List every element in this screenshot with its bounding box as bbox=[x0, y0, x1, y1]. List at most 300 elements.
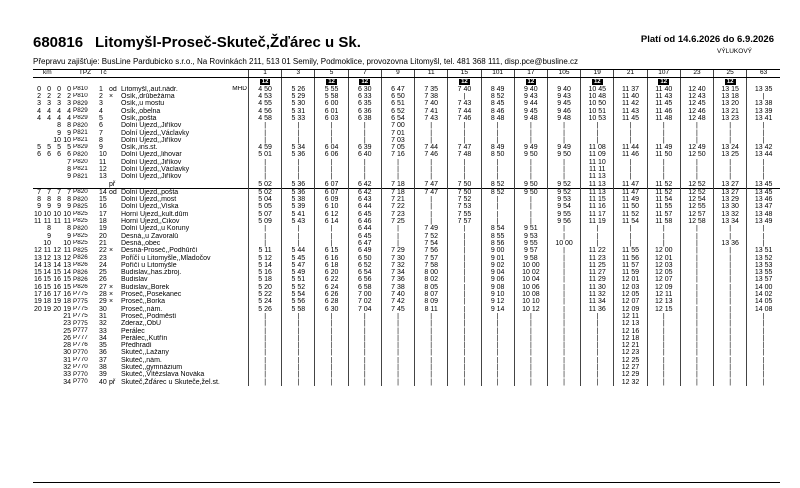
departure-time: | bbox=[348, 122, 381, 129]
departure-time: | bbox=[282, 159, 315, 166]
departure-time: | bbox=[714, 342, 747, 349]
departure-time: 13 38 bbox=[747, 100, 780, 107]
stop-label: Dolní Újezd,,lihovar bbox=[121, 151, 182, 159]
departure-time: 12 55 bbox=[680, 203, 713, 210]
km-value bbox=[42, 313, 52, 320]
km-value: 10 bbox=[43, 239, 51, 247]
departure-time: | bbox=[514, 166, 547, 173]
km-value: 16 bbox=[53, 283, 61, 291]
mhd-label bbox=[224, 349, 249, 356]
departure-time: | bbox=[547, 159, 580, 166]
km-value bbox=[42, 357, 52, 364]
timetable-row bbox=[33, 254, 780, 261]
stop-name bbox=[108, 313, 224, 320]
km-value bbox=[33, 225, 42, 232]
departure-time: | bbox=[249, 166, 282, 173]
departure-time: | bbox=[514, 196, 547, 203]
km-value: 7 bbox=[62, 188, 72, 196]
departure-time: | bbox=[547, 335, 580, 342]
tpz-code: P777 bbox=[73, 327, 88, 334]
tc-number: 23 bbox=[99, 254, 107, 262]
departure-time: | bbox=[747, 342, 780, 349]
km-value: 3 bbox=[37, 100, 41, 108]
departure-time: | bbox=[448, 269, 481, 276]
departure-time: | bbox=[547, 225, 580, 232]
departure-time: | bbox=[481, 218, 514, 225]
tc-number: 16 bbox=[99, 203, 107, 211]
mhd-label bbox=[224, 180, 249, 188]
departure-time: | bbox=[315, 342, 348, 349]
departure-time: | bbox=[614, 166, 647, 173]
departure-time: | bbox=[481, 203, 514, 210]
departure-time: 13 53 bbox=[747, 262, 780, 269]
tpz-code: P770 bbox=[73, 378, 88, 385]
trip-number: 63 bbox=[747, 70, 780, 78]
departure-time: | bbox=[448, 129, 481, 136]
departure-time: 7 18 bbox=[381, 188, 414, 196]
departure-time: | bbox=[680, 306, 713, 313]
departure-time: 11 57 bbox=[647, 211, 680, 218]
departure-time: | bbox=[647, 122, 680, 129]
trip-badge-cell bbox=[249, 78, 282, 86]
departure-time: | bbox=[249, 327, 282, 334]
km-value: 8 bbox=[47, 225, 51, 233]
departure-time: 11 13 bbox=[581, 180, 614, 188]
km-value: 14 bbox=[53, 261, 61, 269]
stop-label: Proseč,,Borka bbox=[121, 298, 165, 306]
departure-time: 7 03 bbox=[381, 137, 414, 144]
departure-time: | bbox=[547, 313, 580, 320]
departure-time: | bbox=[448, 364, 481, 371]
km-value: 8 bbox=[67, 122, 71, 130]
tc-number: 37 bbox=[99, 356, 107, 364]
days-badge: 12 bbox=[261, 78, 269, 85]
km-value: 26 bbox=[63, 334, 71, 342]
stop-name bbox=[108, 86, 224, 93]
departure-time: 7 52 bbox=[415, 233, 448, 240]
km-value bbox=[42, 349, 52, 356]
departure-time: 5 14 bbox=[249, 262, 282, 269]
departure-time: 11 45 bbox=[614, 115, 647, 122]
km-value: 17 bbox=[53, 291, 61, 299]
departure-time: 11 59 bbox=[614, 269, 647, 276]
departure-time: | bbox=[680, 240, 713, 247]
departure-time: 9 01 bbox=[481, 254, 514, 261]
km-value: 11 bbox=[53, 218, 61, 226]
departure-time: | bbox=[581, 364, 614, 371]
departure-time: | bbox=[714, 137, 747, 144]
km-value: 14 bbox=[34, 261, 42, 269]
stop-label: Dolní Újezd,,pošta bbox=[121, 188, 179, 196]
departure-time: 7 25 bbox=[381, 218, 414, 225]
trip-badge-cell bbox=[647, 78, 680, 86]
departure-time: 7 45 bbox=[381, 306, 414, 313]
departure-time: | bbox=[348, 320, 381, 327]
departure-time: | bbox=[448, 173, 481, 180]
departure-time: 12 16 bbox=[614, 327, 647, 334]
km-value bbox=[42, 122, 52, 129]
tc-number: 15 bbox=[99, 196, 107, 204]
departure-time: 13 15 bbox=[714, 86, 747, 93]
km-value: 8 bbox=[67, 225, 71, 233]
mhd-label bbox=[224, 151, 249, 158]
trip-badge-cell bbox=[282, 78, 315, 86]
departure-time: | bbox=[614, 137, 647, 144]
departure-time: 5 44 bbox=[282, 247, 315, 254]
tc-number: 2 bbox=[99, 93, 103, 101]
trip-badge-cell bbox=[680, 78, 713, 86]
km-value bbox=[33, 180, 42, 188]
days-badge: 12 bbox=[328, 78, 335, 85]
km-value: 19 bbox=[53, 298, 61, 306]
tc-number: 25 bbox=[99, 269, 107, 277]
departure-time: | bbox=[714, 357, 747, 364]
tc-number: 21 bbox=[99, 239, 107, 247]
departure-time: 6 42 bbox=[348, 188, 381, 196]
departure-time: | bbox=[282, 137, 315, 144]
departure-time: | bbox=[581, 378, 614, 385]
tc-number: 39 bbox=[99, 371, 107, 379]
departure-time: 6 47 bbox=[381, 86, 414, 93]
departure-time: 5 12 bbox=[249, 254, 282, 261]
km-value bbox=[33, 342, 42, 349]
departure-time: 12 29 bbox=[614, 371, 647, 378]
departure-time: | bbox=[448, 122, 481, 129]
stop-name bbox=[108, 247, 224, 254]
departure-time: 7 47 bbox=[415, 180, 448, 188]
stop-label: Předhradí bbox=[121, 342, 152, 350]
km-value bbox=[33, 137, 42, 144]
departure-time: 11 37 bbox=[614, 86, 647, 93]
departure-time: | bbox=[747, 93, 780, 100]
timetable-row bbox=[33, 364, 780, 371]
departure-time: | bbox=[481, 342, 514, 349]
stop-label: Dolní Újezd,,Víska bbox=[121, 203, 179, 211]
departure-time: | bbox=[547, 357, 580, 364]
departure-time: 12 15 bbox=[647, 306, 680, 313]
km-value bbox=[33, 371, 42, 378]
stop-name bbox=[108, 276, 224, 283]
departure-time: 7 43 bbox=[448, 100, 481, 107]
tc-number: 7 bbox=[99, 129, 103, 137]
departure-time: 10 00 bbox=[547, 240, 580, 247]
departure-time: 10 02 bbox=[514, 269, 547, 276]
departure-time: | bbox=[647, 357, 680, 364]
departure-time: | bbox=[448, 254, 481, 261]
km-value: 13 bbox=[63, 261, 71, 269]
tpz-code: P829 bbox=[73, 114, 88, 122]
trip-badge-cell bbox=[348, 78, 381, 86]
stop-name bbox=[108, 173, 224, 180]
departure-time: 6 30 bbox=[315, 306, 348, 313]
stop-mark: × bbox=[109, 291, 114, 299]
departure-time: | bbox=[680, 349, 713, 356]
km-value bbox=[52, 240, 62, 247]
departure-time: 9 48 bbox=[514, 115, 547, 122]
departure-time: | bbox=[315, 327, 348, 334]
km-value: 6 bbox=[37, 151, 41, 159]
km-value: 33 bbox=[63, 371, 71, 379]
km-value: 13 bbox=[34, 254, 42, 262]
km-value: 13 bbox=[43, 261, 51, 269]
trip-number: 23 bbox=[680, 70, 713, 78]
departure-time: 10 04 bbox=[514, 276, 547, 283]
stop-name bbox=[108, 122, 224, 129]
timetable-row bbox=[33, 378, 780, 385]
km-value: 6 bbox=[47, 151, 51, 159]
stop-label: Litomyšl,,aut.nádr. bbox=[121, 85, 178, 93]
departure-time: 5 58 bbox=[282, 306, 315, 313]
departure-time: | bbox=[481, 129, 514, 136]
departure-time: 11 50 bbox=[614, 203, 647, 210]
departure-time: | bbox=[547, 137, 580, 144]
tpz-code: P810 bbox=[73, 92, 88, 100]
mhd-label bbox=[224, 240, 249, 247]
trip-badge-cell bbox=[448, 78, 481, 86]
departure-time: | bbox=[415, 364, 448, 371]
departure-time: 7 01 bbox=[381, 129, 414, 136]
departure-time: | bbox=[282, 320, 315, 327]
departure-time: 14 00 bbox=[747, 284, 780, 291]
departure-time: | bbox=[647, 233, 680, 240]
km-value bbox=[33, 173, 42, 180]
departure-time: 5 36 bbox=[282, 151, 315, 158]
km-value: 3 bbox=[57, 100, 61, 108]
km-value bbox=[33, 240, 42, 247]
tc-number: 4 bbox=[99, 107, 103, 115]
departure-time: 9 12 bbox=[481, 298, 514, 305]
departure-time: 9 52 bbox=[547, 180, 580, 188]
departure-time: 11 17 bbox=[581, 211, 614, 218]
departure-time: 5 26 bbox=[282, 86, 315, 93]
departure-time: | bbox=[348, 137, 381, 144]
km-value: 5 bbox=[57, 144, 61, 152]
km-value bbox=[52, 173, 62, 180]
departure-time: 12 09 bbox=[647, 284, 680, 291]
departure-time: 12 46 bbox=[680, 107, 713, 114]
tpz-code: P820 bbox=[73, 158, 88, 166]
tc-number: 12 bbox=[99, 166, 107, 173]
departure-time: 5 38 bbox=[282, 196, 315, 203]
departure-time: | bbox=[714, 291, 747, 298]
departure-time: | bbox=[348, 335, 381, 342]
mhd-label bbox=[224, 115, 249, 122]
timetable-row bbox=[33, 86, 780, 93]
departure-time: | bbox=[647, 159, 680, 166]
departure-time: | bbox=[647, 313, 680, 320]
km-value bbox=[42, 378, 52, 385]
tc-number: 22 bbox=[99, 247, 107, 255]
departure-time: 8 02 bbox=[415, 276, 448, 283]
departure-time: 4 53 bbox=[249, 93, 282, 100]
departure-time: | bbox=[348, 349, 381, 356]
km-value bbox=[33, 320, 42, 327]
km-value: 10 bbox=[53, 136, 61, 144]
departure-time: 6 52 bbox=[381, 107, 414, 114]
departure-time: | bbox=[348, 342, 381, 349]
departure-time: | bbox=[514, 371, 547, 378]
tpz-code: P775 bbox=[73, 312, 88, 320]
km-value: 15 bbox=[43, 276, 51, 284]
km-value: 32 bbox=[63, 364, 71, 372]
km-value bbox=[42, 166, 52, 173]
departure-time: 5 39 bbox=[282, 203, 315, 210]
departure-time: 12 03 bbox=[614, 284, 647, 291]
tc-number: 28 bbox=[99, 291, 107, 299]
timetable-row bbox=[33, 371, 780, 378]
timetable-row bbox=[33, 166, 780, 173]
tpz-code: P825 bbox=[73, 203, 88, 210]
tpz-code: P821 bbox=[73, 129, 88, 136]
departure-time: | bbox=[680, 357, 713, 364]
km-value bbox=[52, 371, 62, 378]
stop-label: Budislav,,has.zbroj. bbox=[121, 269, 182, 277]
departure-time: | bbox=[714, 276, 747, 283]
departure-time: | bbox=[481, 364, 514, 371]
km-value: 4 bbox=[47, 114, 51, 122]
km-value bbox=[52, 349, 62, 356]
tpz-code: P770 bbox=[73, 356, 88, 364]
departure-time: | bbox=[514, 122, 547, 129]
departure-time: 9 54 bbox=[547, 203, 580, 210]
departure-time: 11 22 bbox=[581, 247, 614, 254]
departure-time: 6 12 bbox=[315, 211, 348, 218]
mhd-label bbox=[224, 233, 249, 240]
departure-time: | bbox=[282, 327, 315, 334]
departure-time: | bbox=[315, 173, 348, 180]
departure-time: 12 11 bbox=[614, 313, 647, 320]
days-badge: 12 bbox=[361, 78, 369, 85]
km-value: 12 bbox=[53, 247, 61, 255]
departure-time: | bbox=[315, 371, 348, 378]
departure-time: | bbox=[448, 276, 481, 283]
tpz-code: P770 bbox=[73, 363, 88, 371]
stop-label: Osík,,obelna bbox=[121, 107, 161, 115]
departure-time: 5 11 bbox=[249, 247, 282, 254]
tpz-code: P821 bbox=[73, 165, 88, 173]
departure-time: 9 52 bbox=[547, 188, 580, 196]
departure-time: | bbox=[714, 335, 747, 342]
tc-number: 36 bbox=[99, 349, 107, 357]
km-value: 4 bbox=[37, 114, 41, 122]
km-value bbox=[42, 371, 52, 378]
departure-time: | bbox=[348, 173, 381, 180]
departure-time: 11 25 bbox=[581, 262, 614, 269]
departure-time: | bbox=[680, 284, 713, 291]
tpz-header: TPZ bbox=[72, 70, 98, 78]
timetable-row bbox=[33, 320, 780, 327]
km-value: 11 bbox=[63, 247, 71, 255]
km-value: 9 bbox=[47, 203, 51, 211]
operator-info: Přepravu zajišťuje: BusLine Pardubicko s.r.o., Na Rovinkách 211, 513 01 Semily, Podmoklice, provozovna Litomyšl, tel. 481 368 111, disp.pce@busline.cz bbox=[33, 57, 579, 66]
km-value: 4 bbox=[37, 107, 41, 115]
departure-time: 11 19 bbox=[581, 218, 614, 225]
departure-time: | bbox=[249, 122, 282, 129]
departure-time: | bbox=[514, 173, 547, 180]
departure-time: | bbox=[581, 137, 614, 144]
stop-label: Poříčí u Litomyšle bbox=[121, 261, 177, 269]
tc-number: 20 bbox=[99, 232, 107, 240]
stop-label: Osík,,pošta bbox=[121, 114, 157, 122]
trip-number: 21 bbox=[614, 70, 647, 78]
departure-time: 5 36 bbox=[282, 180, 315, 188]
km-value: 10 bbox=[63, 210, 71, 218]
header-spacer bbox=[72, 78, 98, 86]
departure-time: | bbox=[249, 371, 282, 378]
departure-time: 12 25 bbox=[614, 357, 647, 364]
departure-time: 7 30 bbox=[381, 254, 414, 261]
departure-time: | bbox=[282, 233, 315, 240]
km-value: 9 bbox=[67, 232, 71, 240]
tc-number: 30 bbox=[99, 305, 107, 313]
departure-time: 6 45 bbox=[348, 233, 381, 240]
departure-time: 13 57 bbox=[747, 276, 780, 283]
km-value: 3 bbox=[47, 100, 51, 108]
departure-time: 7 34 bbox=[381, 269, 414, 276]
departure-time: | bbox=[348, 327, 381, 334]
km-value: 5 bbox=[47, 144, 51, 152]
tpz-code: P820 bbox=[73, 151, 88, 158]
tc-number: 3 bbox=[99, 100, 103, 108]
departure-time: 6 50 bbox=[381, 93, 414, 100]
timetable-row bbox=[33, 349, 780, 356]
departure-time: | bbox=[282, 342, 315, 349]
departure-time: | bbox=[381, 233, 414, 240]
departure-time: | bbox=[547, 298, 580, 305]
stop-name bbox=[108, 218, 224, 225]
departure-time: 11 08 bbox=[581, 144, 614, 151]
stop-name bbox=[108, 151, 224, 158]
departure-time: 7 38 bbox=[381, 284, 414, 291]
departure-time: | bbox=[415, 327, 448, 334]
departure-time: 9 56 bbox=[547, 218, 580, 225]
departure-time: | bbox=[514, 349, 547, 356]
stop-name bbox=[108, 371, 224, 378]
departure-time: | bbox=[547, 166, 580, 173]
km-value bbox=[42, 320, 52, 327]
departure-time: | bbox=[381, 166, 414, 173]
departure-time: | bbox=[647, 364, 680, 371]
departure-time: 5 34 bbox=[282, 144, 315, 151]
km-value: 18 bbox=[43, 298, 51, 306]
departure-time: | bbox=[547, 327, 580, 334]
departure-time: 11 54 bbox=[647, 196, 680, 203]
departure-time: | bbox=[448, 342, 481, 349]
departure-time: | bbox=[315, 129, 348, 136]
departure-time: | bbox=[747, 225, 780, 232]
departure-time: 8 49 bbox=[481, 144, 514, 151]
departure-time: 7 55 bbox=[448, 211, 481, 218]
departure-time: 6 35 bbox=[348, 100, 381, 107]
departure-time: | bbox=[647, 129, 680, 136]
km-value: 34 bbox=[63, 378, 71, 386]
departure-time: | bbox=[448, 306, 481, 313]
departure-time: | bbox=[747, 357, 780, 364]
mhd-label bbox=[224, 137, 249, 144]
departure-time: | bbox=[481, 357, 514, 364]
stop-name bbox=[108, 349, 224, 356]
departure-time: | bbox=[249, 313, 282, 320]
validity-note: VÝLUKOVÝ bbox=[716, 48, 752, 55]
departure-time: | bbox=[514, 218, 547, 225]
stop-label: Proseč,,Posekanec bbox=[121, 291, 182, 299]
departure-time: 9 49 bbox=[547, 144, 580, 151]
departure-time: 11 57 bbox=[614, 262, 647, 269]
km-value: 16 bbox=[34, 276, 42, 284]
departure-time: | bbox=[680, 298, 713, 305]
stop-label: Poříčí u Litomyšle,,Mladočov bbox=[121, 254, 211, 262]
departure-time: 6 26 bbox=[315, 291, 348, 298]
